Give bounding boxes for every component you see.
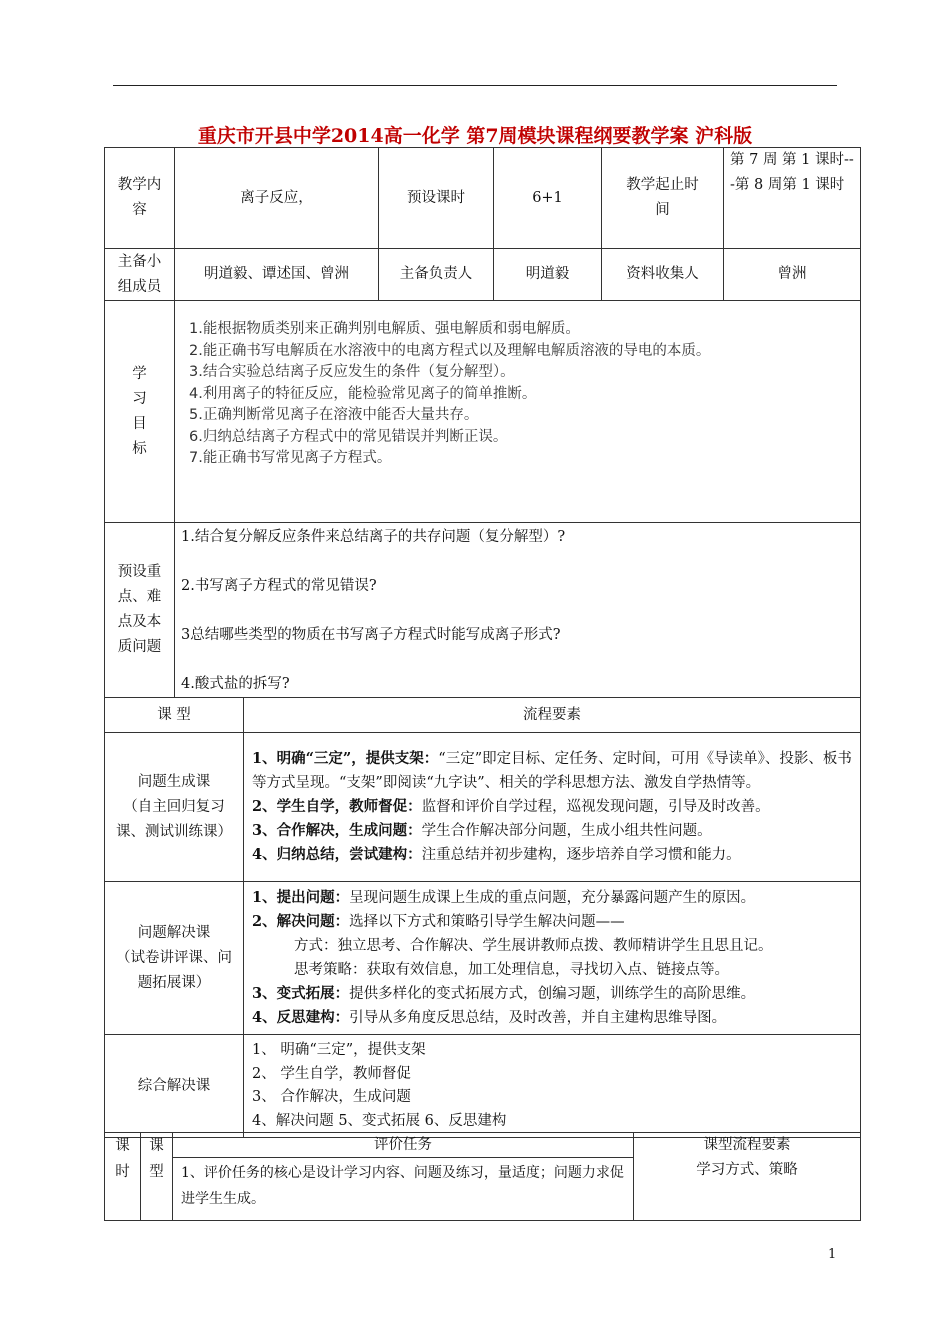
hours-value: 6+1 [494,148,602,249]
evaluation-task-header: 评价任务 [173,1133,633,1158]
generation-type: 问题生成课 （自主回归复习课、测试训练课） [105,733,244,882]
step: 2、 学生自学，教师督促 [252,1065,411,1082]
hours-label: 预设课时 [379,148,494,249]
hours-col-header: 课时 [105,1133,141,1221]
page-number: 1 [828,1247,837,1262]
period-label: 教学起止时间 [602,148,724,249]
document-title: 重庆市开县中学2014高一化学 第7周模块课程纲要教学案 沪科版 [197,125,753,147]
collector-label: 资料收集人 [602,249,724,301]
step: 1、明确“三定”，提供支架：“三定”即定目标、定任务、定时间，可用《导读单》、投影、板书等方式呈现。“支架”即阅读“九字诀”、相关的学科思想方法、激发自学热情等。 [252,750,852,791]
step: 2、解决问题：选择以下方式和策略引导学生解决问题—— [252,913,625,930]
step: 3、变式拓展：提供多样化的变式拓展方式，创编习题，训练学生的高阶思维。 [252,985,756,1002]
objective-item: 4.利用离子的特征反应，能检验常见离子的简单推断。 [189,385,537,402]
header-rule [113,85,837,86]
key-points-list [175,523,861,698]
step: 3、 合作解决，生成问题 [252,1089,411,1105]
flow-header: 流程要素 [244,698,861,733]
solving-steps [244,882,861,1035]
step: 4、反思建构：引导从多角度反思总结，及时改善，并自主建构思维导图。 [252,1009,727,1026]
objectives-label: 学 习 目 标 [105,301,175,523]
members-label: 主备小组成员 [105,249,175,301]
type-col-header: 课型 [141,1133,173,1221]
course-type-table [104,697,861,1138]
key-point-item: 4.酸式盐的拆写? [181,676,290,692]
info-table [104,147,861,301]
objectives-list [175,301,861,523]
objective-item: 3.结合实验总结离子反应发生的条件（复分解型）。 [189,364,515,380]
content-value: 离子反应， [175,148,379,249]
objective-item: 7.能正确书写常见离子方程式。 [189,450,392,466]
flow-elements: 课型流程要素 学习方式、策略 [634,1133,861,1221]
period-value: 第 7 周 第 1 课时---第 8 周第 1 课时 [724,148,861,249]
objective-item: 1.能根据物质类别来正确判别电解质、强电解质和弱电解质。 [189,321,580,337]
step: 3、合作解决，生成问题：学生合作解决部分问题，生成小组共性问题。 [252,822,712,839]
generation-steps [244,733,861,882]
key-points-label: 预设重点、难点及本质问题 [105,523,175,698]
comprehensive-type: 综合解决课 [105,1035,244,1138]
objective-item: 6.归纳总结离子方程式中的常见错误并判断正误。 [189,428,508,445]
collector-value: 曾洲 [724,249,861,301]
key-point-item: 3总结哪些类型的物质在书写离子方程式时能写成离子形式? [181,627,561,643]
step: 2、学生自学，教师督促：监督和评价自学过程，巡视发现问题，引导及时改善。 [252,798,770,815]
key-point-item: 2.书写离子方程式的常见错误? [181,578,377,594]
key-point-item: 1.结合复分解反应条件来总结离子的共存问题（复分解型）? [181,529,566,545]
step: 方式：独立思考、合作解决、学生展讲教师点拨、教师精讲学生且思且记。 [294,938,773,954]
lead-value: 明道毅 [494,249,602,301]
step: 4、解决问题 5、变式拓展 6、反思建构 [252,1112,507,1129]
solving-type: 问题解决课 （试卷讲评课、问题拓展课） [105,882,244,1035]
course-type-header: 课 型 [105,698,244,733]
comprehensive-steps [244,1035,861,1138]
step: 1、提出问题：呈现问题生成课上生成的重点问题，充分暴露问题产生的原因。 [252,889,756,906]
evaluation-task-text: 1、评价任务的核心是设计学习内容、问题及练习，量适度；问题力求促进学生生成。 [181,1165,624,1207]
step: 思考策略：获取有效信息，加工处理信息，寻找切入点、链接点等。 [294,962,729,978]
objective-item: 5.正确判断常见离子在溶液中能否大量共存。 [189,407,479,423]
objective-item: 2.能正确书写电解质在水溶液中的电离方程式以及理解电解质溶液的导电的本质。 [189,342,711,359]
step: 4、归纳总结，尝试建构：注重总结并初步建构，逐步培养自学习惯和能力。 [252,846,741,863]
evaluation-task-cell [173,1133,634,1221]
objectives-table [104,300,861,698]
content-label: 教学内容 [105,148,175,249]
evaluation-table [104,1132,861,1221]
members-value: 明道毅、谭述国、曾洲 [175,249,379,301]
lead-label: 主备负责人 [379,249,494,301]
step: 1、 明确“三定”，提供支架 [252,1042,426,1058]
